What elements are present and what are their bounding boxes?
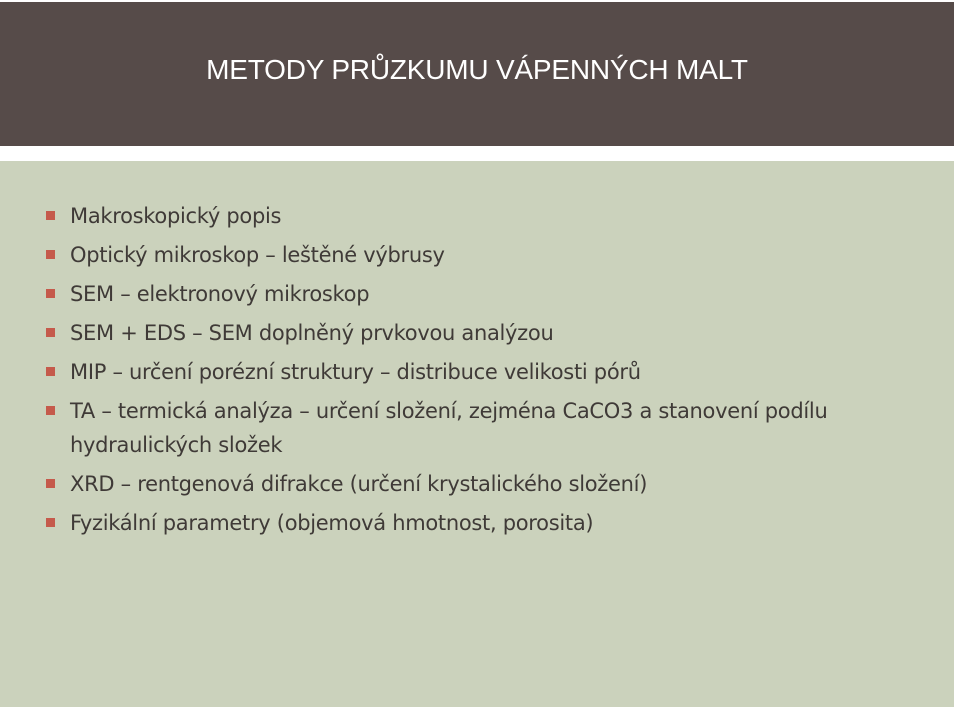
square-bullet-icon bbox=[46, 479, 55, 488]
square-bullet-icon bbox=[46, 211, 55, 220]
title-bar bbox=[0, 2, 954, 146]
bullet-item bbox=[46, 506, 926, 540]
content-area bbox=[0, 161, 954, 707]
bullet-text: TA – termická analýza – určení složení, zejména CaCO3 a stanovení podílu hydraulických složek bbox=[70, 399, 828, 457]
slide-title: METODY PRŮZKUMU VÁPENNÝCH MALT bbox=[206, 54, 748, 85]
bullet-item bbox=[46, 316, 926, 350]
square-bullet-icon bbox=[46, 289, 55, 298]
square-bullet-icon bbox=[46, 518, 55, 527]
bullet-item bbox=[46, 238, 926, 272]
square-bullet-icon bbox=[46, 367, 55, 376]
bullet-item bbox=[46, 199, 926, 233]
square-bullet-icon bbox=[46, 406, 55, 415]
square-bullet-icon bbox=[46, 250, 55, 259]
bullet-item bbox=[46, 394, 926, 462]
bullet-text: Makroskopický popis bbox=[70, 204, 282, 228]
square-bullet-icon bbox=[46, 328, 55, 337]
bullet-text: SEM + EDS – SEM doplněný prvkovou analýzou bbox=[70, 321, 554, 345]
bullet-text: Optický mikroskop – leštěné výbrusy bbox=[70, 243, 445, 267]
bullet-text: Fyzikální parametry (objemová hmotnost, porosita) bbox=[70, 511, 594, 535]
bullet-item bbox=[46, 355, 926, 389]
bullet-text: MIP – určení porézní struktury – distribuce velikosti pórů bbox=[70, 360, 641, 384]
bullet-text: SEM – elektronový mikroskop bbox=[70, 282, 370, 306]
bullet-text: XRD – rentgenová difrakce (určení krystalického složení) bbox=[70, 472, 648, 496]
bullet-item bbox=[46, 277, 926, 311]
bullet-item bbox=[46, 467, 926, 501]
bullet-list bbox=[46, 199, 926, 545]
